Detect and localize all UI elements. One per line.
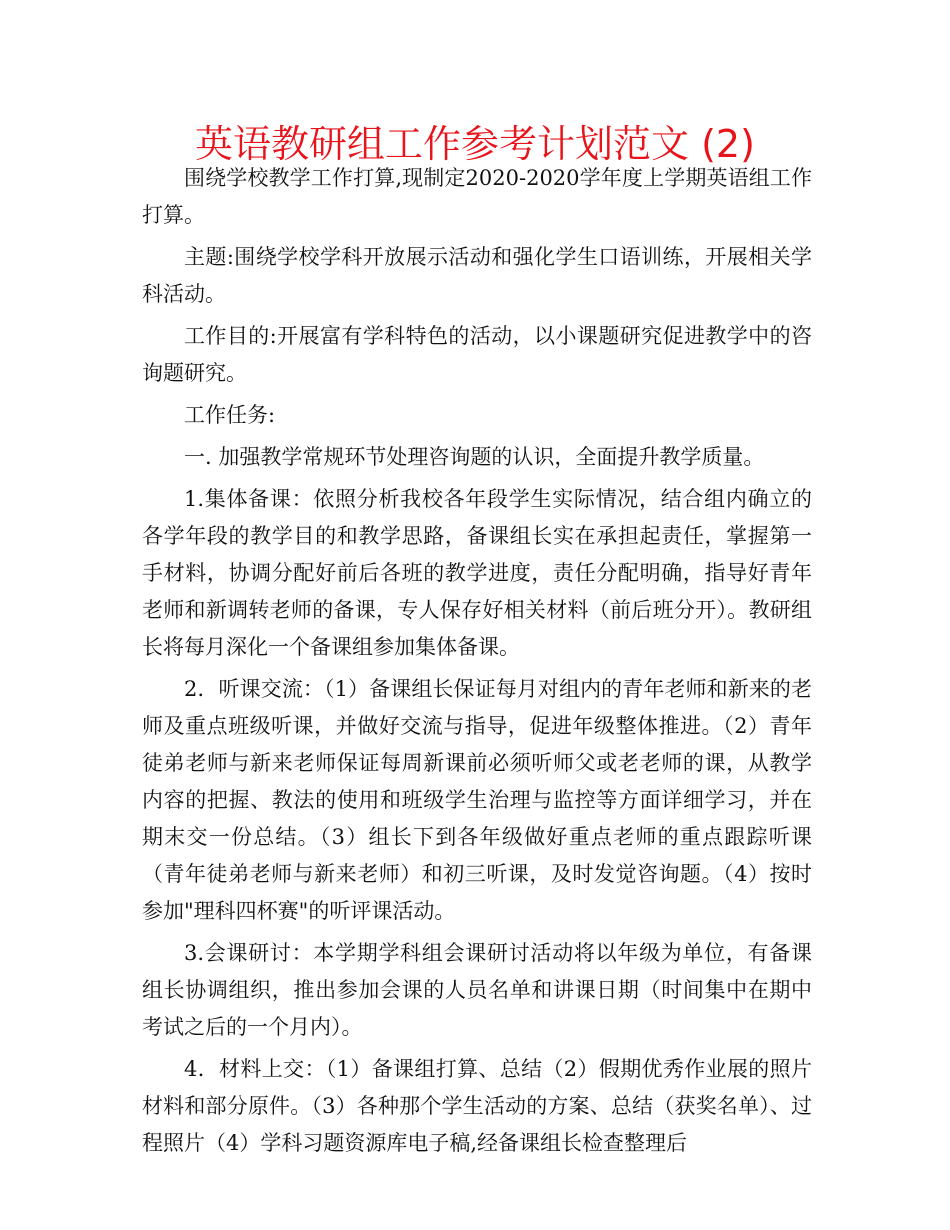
- paragraph-collective-lesson-prep: 1.集体备课：依照分析我校各年段学生实际情况，结合组内确立的各学年段的教学目的和教学思路，备课组长实在承担起责任，掌握第一手材料，协调分配好前后各班的教学进度，责任分配明确，指导好青年老师和新调转老师的备课，专人保存好相关材料（前后班分开）。教研组长将每月深化一个备课组参加集体备课。: [142, 487, 812, 659]
- paragraph-intro: 围绕学校教学工作打算,现制定2020-2020学年度上学期英语组工作打算。: [142, 166, 812, 227]
- document-title: 英语教研组工作参考计划范文 (2): [195, 122, 755, 166]
- document-body: [142, 160, 812, 1167]
- paragraph-tasks-heading: 工作任务:: [184, 403, 276, 427]
- paragraph-goal: 工作目的:开展富有学科特色的活动，以小课题研究促进教学中的咨询题研究。: [142, 324, 812, 385]
- paragraph-lesson-observation: 2．听课交流：（1）备课组长保证每月对组内的青年老师和新来的老师及重点班级听课，并做好交流与指导，促进年级整体推进。（2）青年徒弟老师与新来老师保证每周新课前必须听师父或老老师的课，从教学内容的把握、教法的使用和班级学生治理与监控等方面详细学习，并在期末交一份总结。（3）组长下到各年级做好重点老师的重点跟踪听课（青年徒弟老师与新来老师）和初三听课，及时发觉咨询题。（4）按时参加"理科四杯赛"的听评课活动。: [142, 677, 812, 923]
- paragraph-section-one: 一. 加强教学常规环节处理咨询题的认识，全面提升教学质量。: [184, 445, 765, 469]
- paragraph-theme: 主题:围绕学校学科开放展示活动和强化学生口语训练，开展相关学科活动。: [142, 245, 812, 306]
- paragraph-materials-submission: 4．材料上交：（1）备课组打算、总结（2）假期优秀作业展的照片材料和部分原件。（3）各种那个学生活动的方案、总结（获奖名单）、过程照片（4）学科习题资源库电子稿,经备课组长检查整理后: [142, 1057, 812, 1155]
- paragraph-lesson-seminar: 3.会课研讨：本学期学科组会课研讨活动将以年级为单位，有备课组长协调组织，推出参加会课的人员名单和讲课日期（时间集中在期中考试之后的一个月内）。: [142, 941, 812, 1039]
